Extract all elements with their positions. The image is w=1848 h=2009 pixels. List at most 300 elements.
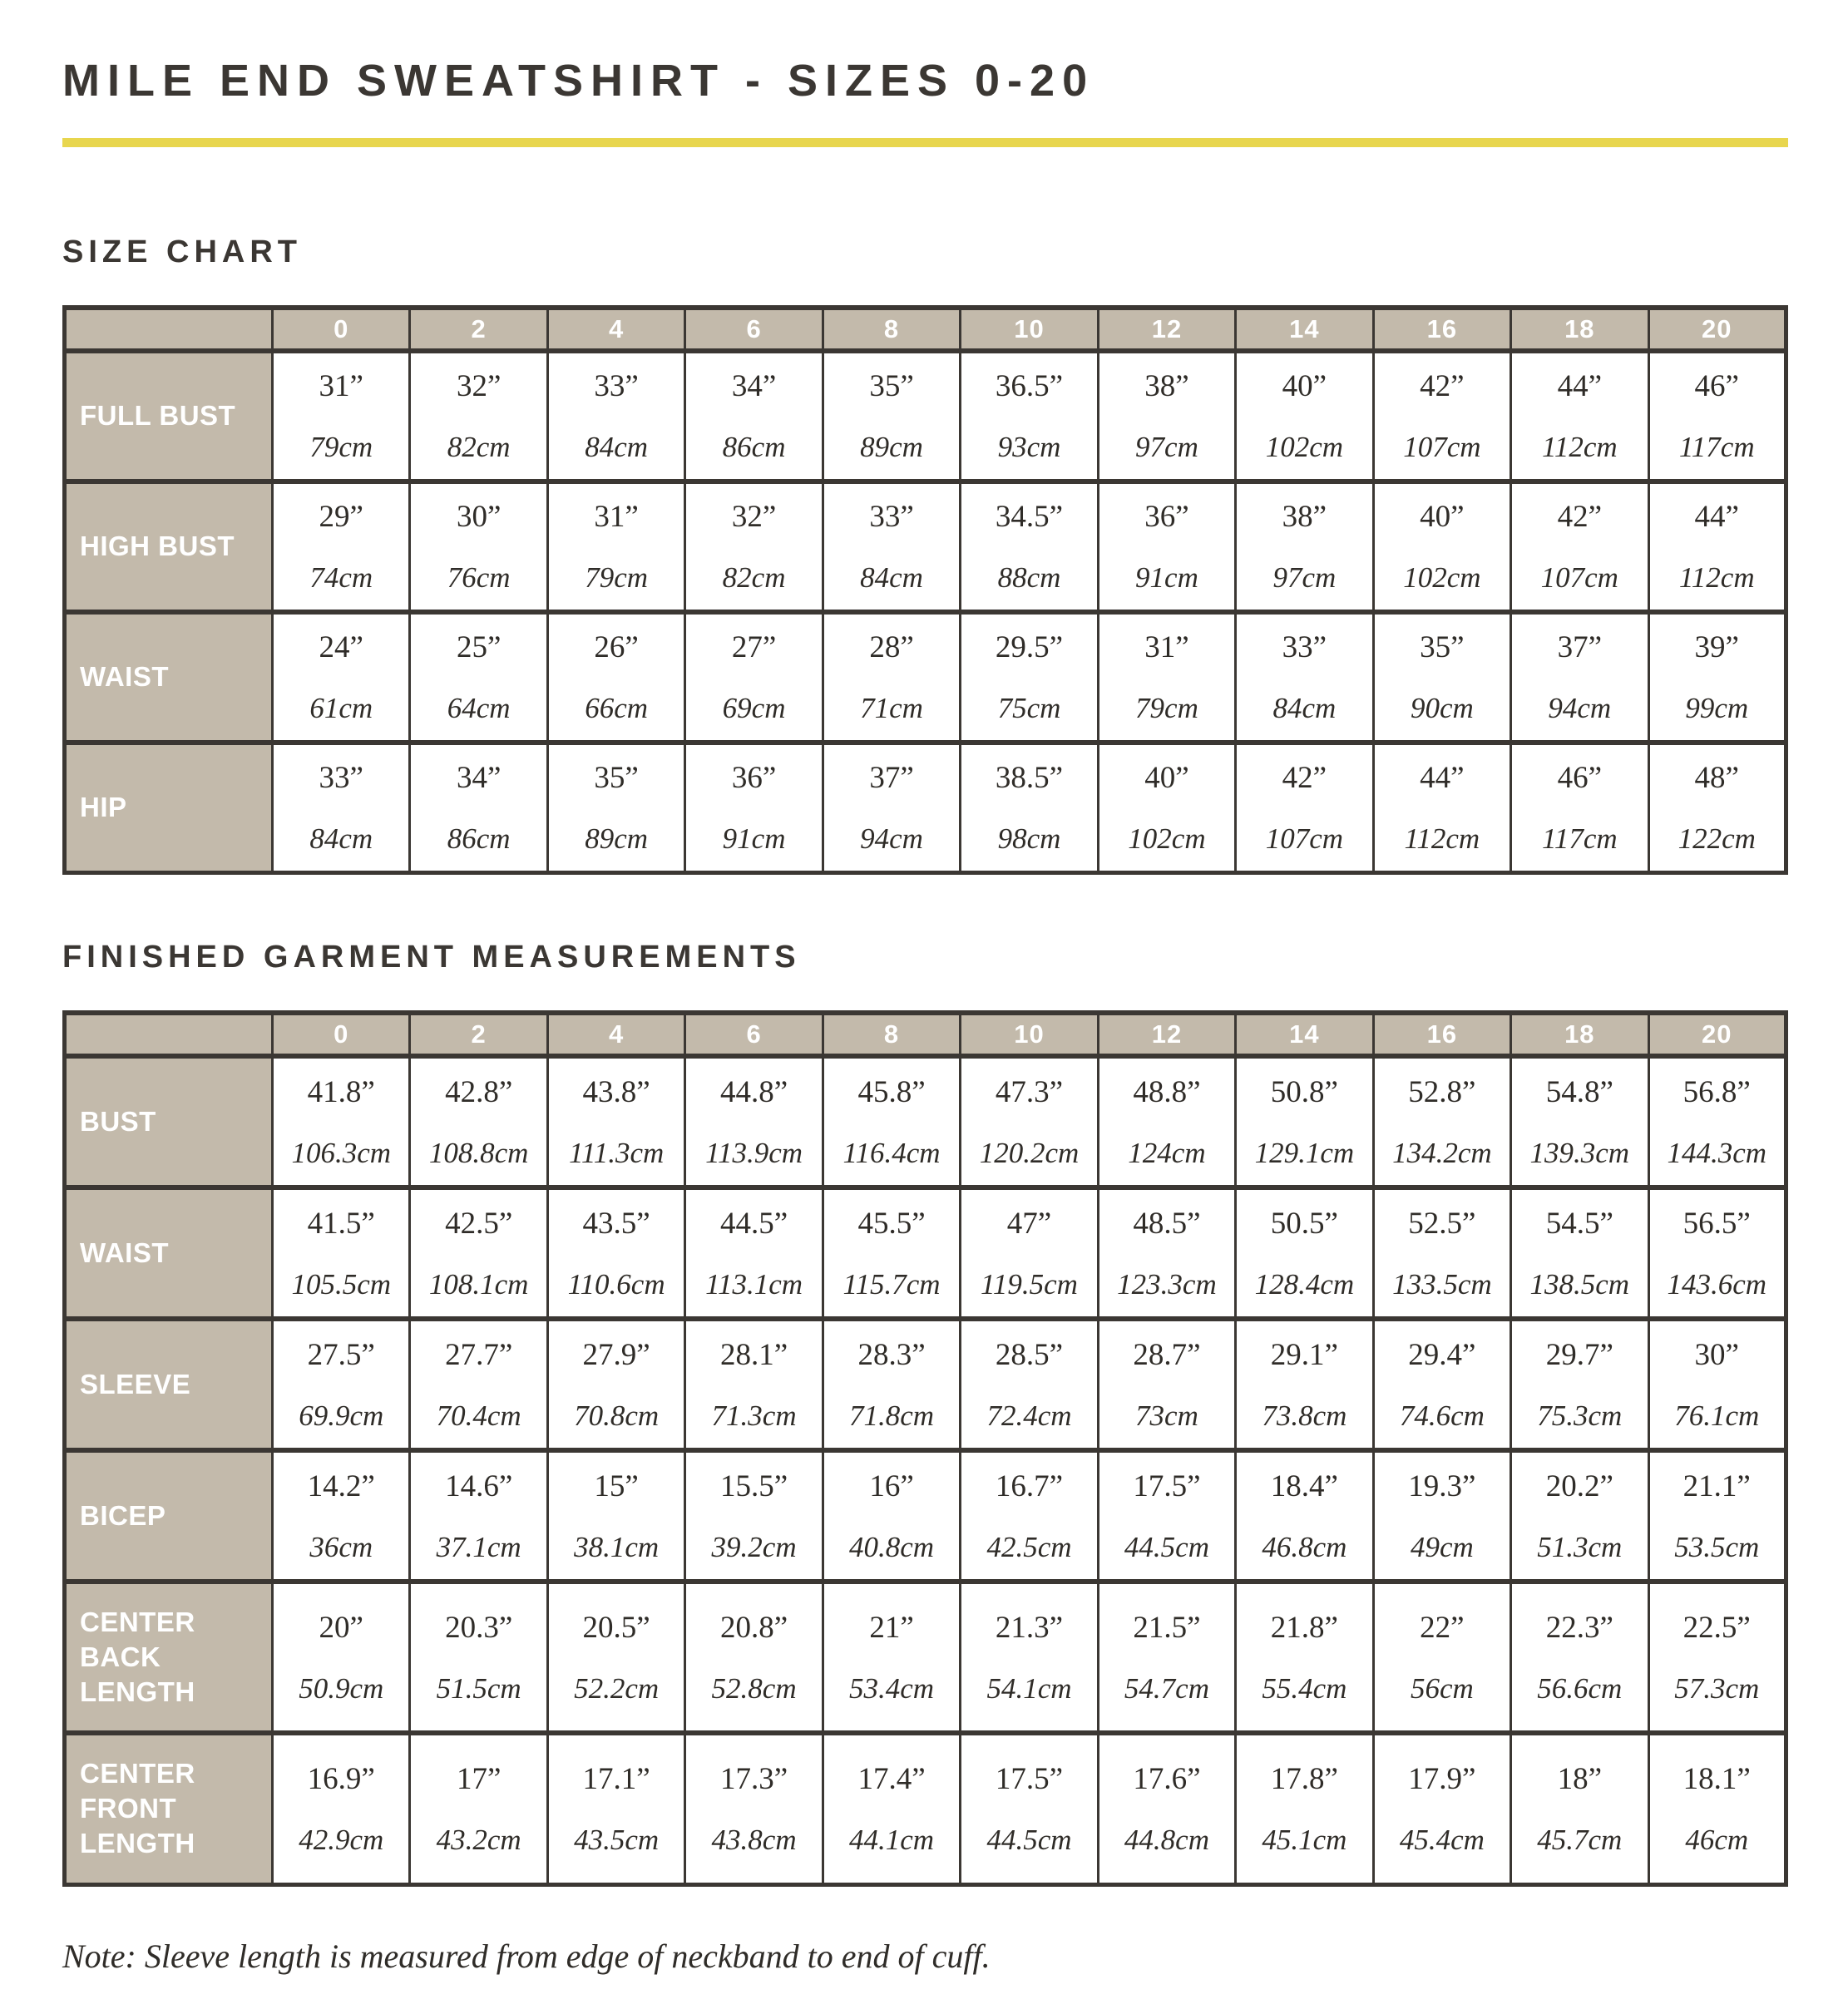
value-cm: 91cm <box>1135 561 1198 594</box>
measurement-cell <box>1236 743 1373 873</box>
measurement-cell <box>273 612 410 743</box>
value-inches: 40” <box>1144 761 1189 795</box>
value-inches: 28” <box>869 630 914 664</box>
measurement-cell <box>823 1450 960 1582</box>
value-inches: 15.5” <box>719 1468 788 1503</box>
size-header-14: 14 <box>1236 308 1373 351</box>
value-inches: 17.1” <box>582 1761 650 1796</box>
measurement-cell <box>823 1733 960 1884</box>
value-cm: 113.1cm <box>705 1267 803 1301</box>
value-inches: 22.3” <box>1545 1610 1613 1645</box>
value-inches: 40” <box>1420 500 1465 534</box>
measurement-cell <box>961 612 1098 743</box>
measurement-cell <box>1511 481 1648 612</box>
value-inches: 28.1” <box>719 1337 788 1372</box>
measurement-cell <box>823 1319 960 1450</box>
value-inches: 29” <box>319 500 363 534</box>
measurement-cell <box>1373 1056 1510 1187</box>
value-cm: 55.4cm <box>1262 1671 1347 1705</box>
value-inches: 56.5” <box>1682 1206 1751 1241</box>
row-label: CENTER FRONT LENGTH <box>65 1733 273 1884</box>
measurement-cell <box>685 1450 823 1582</box>
size-header-row <box>65 1013 1786 1056</box>
value-inches: 50.8” <box>1270 1074 1338 1109</box>
finished-body <box>65 1056 1786 1884</box>
value-inches: 38” <box>1282 500 1327 534</box>
measurement-cell <box>1098 1056 1235 1187</box>
value-cm: 45.4cm <box>1399 1823 1485 1856</box>
value-cm: 112cm <box>1678 561 1755 594</box>
value-cm: 64cm <box>447 692 511 724</box>
measurement-cell <box>410 612 547 743</box>
row-label: CENTER BACK LENGTH <box>65 1582 273 1733</box>
value-inches: 21” <box>869 1610 914 1645</box>
value-cm: 94cm <box>860 822 923 855</box>
table-row <box>65 1319 1786 1450</box>
value-inches: 48.8” <box>1133 1074 1201 1109</box>
size-header-4: 4 <box>547 308 684 351</box>
measurement-cell <box>1236 351 1373 481</box>
measurement-cell <box>1236 612 1373 743</box>
measurement-cell <box>1373 1582 1510 1733</box>
corner-cell <box>65 308 273 351</box>
value-inches: 48.5” <box>1133 1206 1201 1241</box>
measurement-cell <box>547 1187 684 1319</box>
measurement-cell <box>823 1187 960 1319</box>
value-cm: 102cm <box>1128 822 1206 855</box>
value-inches: 52.8” <box>1408 1074 1476 1109</box>
value-cm: 98cm <box>997 822 1061 855</box>
measurement-cell <box>1511 1450 1648 1582</box>
finished-garment-table <box>62 1010 1788 1887</box>
table-row <box>65 1733 1786 1884</box>
table-row <box>65 1056 1786 1187</box>
value-cm: 43.5cm <box>574 1823 660 1856</box>
value-inches: 44.8” <box>719 1074 788 1109</box>
value-cm: 97cm <box>1135 431 1198 463</box>
value-inches: 38.5” <box>995 761 1064 795</box>
value-cm: 52.8cm <box>711 1671 797 1705</box>
measurement-cell <box>1511 612 1648 743</box>
measurement-cell <box>410 1733 547 1884</box>
size-header-20: 20 <box>1648 1013 1786 1056</box>
measurement-cell <box>685 1733 823 1884</box>
value-cm: 44.5cm <box>986 1823 1072 1856</box>
value-cm: 70.8cm <box>574 1399 660 1432</box>
value-cm: 91cm <box>722 822 786 855</box>
measurement-cell <box>1648 351 1786 481</box>
size-header-2: 2 <box>410 308 547 351</box>
value-cm: 42.5cm <box>986 1530 1072 1563</box>
value-cm: 124cm <box>1128 1136 1206 1169</box>
size-header-20: 20 <box>1648 308 1786 351</box>
value-cm: 94cm <box>1548 692 1612 724</box>
size-header-6: 6 <box>685 1013 823 1056</box>
value-cm: 74cm <box>309 561 373 594</box>
value-inches: 17” <box>456 1761 502 1796</box>
measurement-cell <box>1648 743 1786 873</box>
value-inches: 42” <box>1420 369 1465 403</box>
value-cm: 39.2cm <box>711 1530 797 1563</box>
measurement-cell <box>823 1582 960 1733</box>
measurement-cell <box>1236 481 1373 612</box>
value-cm: 113.9cm <box>705 1136 803 1169</box>
value-inches: 27.5” <box>307 1337 375 1372</box>
value-inches: 20.8” <box>719 1610 788 1645</box>
measurement-cell <box>273 1733 410 1884</box>
measurement-cell <box>1236 1187 1373 1319</box>
value-cm: 89cm <box>860 431 923 463</box>
measurement-cell <box>961 743 1098 873</box>
value-inches: 30” <box>456 500 502 534</box>
value-cm: 108.1cm <box>428 1267 529 1301</box>
value-inches: 50.5” <box>1270 1206 1338 1241</box>
measurement-cell <box>410 743 547 873</box>
row-label: HIP <box>65 743 273 873</box>
value-cm: 51.5cm <box>436 1671 521 1705</box>
measurement-cell <box>1098 351 1235 481</box>
value-inches: 36” <box>1144 500 1189 534</box>
measurement-cell <box>273 1056 410 1187</box>
value-inches: 20” <box>319 1610 363 1645</box>
value-cm: 79cm <box>585 561 649 594</box>
measurement-cell <box>1373 1187 1510 1319</box>
value-inches: 31” <box>319 369 363 403</box>
row-label: WAIST <box>65 1187 273 1319</box>
measurement-cell <box>1373 481 1510 612</box>
value-inches: 22” <box>1420 1610 1465 1645</box>
value-inches: 42.8” <box>445 1074 513 1109</box>
value-inches: 20.3” <box>445 1610 513 1645</box>
measurement-cell <box>547 1319 684 1450</box>
measurement-cell <box>1098 743 1235 873</box>
table-row <box>65 351 1786 481</box>
value-inches: 43.8” <box>582 1074 650 1109</box>
value-inches: 21.3” <box>995 1610 1064 1645</box>
value-inches: 32” <box>456 369 502 403</box>
value-inches: 56.8” <box>1682 1074 1751 1109</box>
measurement-cell <box>961 1582 1098 1733</box>
measurement-cell <box>1648 1056 1786 1187</box>
measurement-cell <box>961 351 1098 481</box>
value-cm: 102cm <box>1403 561 1481 594</box>
value-inches: 46” <box>1557 761 1603 795</box>
value-cm: 79cm <box>1135 692 1198 724</box>
value-inches: 20.5” <box>582 1610 650 1645</box>
value-inches: 41.5” <box>307 1206 375 1241</box>
value-inches: 25” <box>456 630 502 664</box>
value-cm: 128.4cm <box>1254 1267 1355 1301</box>
measurement-cell <box>547 743 684 873</box>
value-cm: 66cm <box>585 692 649 724</box>
value-cm: 44.8cm <box>1124 1823 1209 1856</box>
value-inches: 28.5” <box>995 1337 1064 1372</box>
value-cm: 86cm <box>722 431 786 463</box>
value-cm: 84cm <box>585 431 649 463</box>
size-chart-table <box>62 305 1788 875</box>
table-row <box>65 481 1786 612</box>
measurement-cell <box>1511 1319 1648 1450</box>
value-cm: 105.5cm <box>291 1267 391 1301</box>
measurement-cell <box>823 743 960 873</box>
value-inches: 44” <box>1420 761 1465 795</box>
row-label: HIGH BUST <box>65 481 273 612</box>
value-inches: 27.7” <box>445 1337 513 1372</box>
value-inches: 45.8” <box>857 1074 926 1109</box>
measurement-cell <box>410 1450 547 1582</box>
measurement-cell <box>1098 1187 1235 1319</box>
value-cm: 73cm <box>1135 1399 1198 1432</box>
value-inches: 34.5” <box>995 500 1064 534</box>
measurement-cell <box>273 481 410 612</box>
measurement-cell <box>273 1450 410 1582</box>
value-cm: 112cm <box>1541 431 1618 463</box>
value-inches: 33” <box>319 761 363 795</box>
measurement-cell <box>1098 1319 1235 1450</box>
sleeve-note: Note: Sleeve length is measured from edge of neckband to end of cuff. <box>62 1937 991 1975</box>
measurement-cell <box>961 1056 1098 1187</box>
row-label: BICEP <box>65 1450 273 1582</box>
measurement-cell <box>410 1582 547 1733</box>
value-inches: 17.9” <box>1408 1761 1476 1796</box>
value-cm: 107cm <box>1403 431 1481 463</box>
value-inches: 33” <box>594 369 639 403</box>
value-inches: 47” <box>1006 1206 1052 1241</box>
table-row <box>65 1187 1786 1319</box>
size-chart-body <box>65 351 1786 873</box>
value-inches: 17.6” <box>1133 1761 1201 1796</box>
size-header-0: 0 <box>273 1013 410 1056</box>
value-inches: 46” <box>1694 369 1739 403</box>
measurement-cell <box>685 1187 823 1319</box>
measurement-cell <box>547 481 684 612</box>
value-cm: 54.7cm <box>1124 1671 1209 1705</box>
size-header-14: 14 <box>1236 1013 1373 1056</box>
size-header-18: 18 <box>1511 308 1648 351</box>
measurement-cell <box>1373 1450 1510 1582</box>
value-cm: 42.9cm <box>299 1823 384 1856</box>
value-inches: 52.5” <box>1408 1206 1476 1241</box>
size-header-10: 10 <box>961 1013 1098 1056</box>
value-inches: 37” <box>869 761 914 795</box>
value-cm: 43.8cm <box>711 1823 797 1856</box>
value-inches: 32” <box>731 500 777 534</box>
table-row <box>65 1450 1786 1582</box>
measurement-cell <box>1648 1187 1786 1319</box>
measurement-cell <box>273 1582 410 1733</box>
measurement-cell <box>1236 1733 1373 1884</box>
measurement-cell <box>1511 1187 1648 1319</box>
measurement-cell <box>961 1319 1098 1450</box>
measurement-cell <box>1511 1582 1648 1733</box>
value-cm: 72.4cm <box>986 1399 1072 1432</box>
row-label: WAIST <box>65 612 273 743</box>
measurement-cell <box>961 481 1098 612</box>
size-chart-heading: SIZE CHART <box>62 234 302 269</box>
value-cm: 44.1cm <box>849 1823 935 1856</box>
value-cm: 82cm <box>722 561 786 594</box>
measurement-cell <box>1098 1582 1235 1733</box>
measurement-cell <box>685 351 823 481</box>
value-cm: 45.1cm <box>1262 1823 1347 1856</box>
value-inches: 16.7” <box>995 1468 1064 1503</box>
value-cm: 116.4cm <box>842 1136 941 1169</box>
value-cm: 76cm <box>447 561 511 594</box>
value-cm: 70.4cm <box>436 1399 521 1432</box>
value-inches: 47.3” <box>995 1074 1064 1109</box>
value-cm: 93cm <box>997 431 1061 463</box>
value-cm: 115.7cm <box>842 1267 941 1301</box>
value-inches: 35” <box>869 369 914 403</box>
value-cm: 107cm <box>1540 561 1618 594</box>
value-inches: 14.2” <box>307 1468 375 1503</box>
row-label: BUST <box>65 1056 273 1187</box>
value-cm: 82cm <box>447 431 511 463</box>
measurement-cell <box>1373 743 1510 873</box>
measurement-cell <box>1648 612 1786 743</box>
value-inches: 17.8” <box>1270 1761 1338 1796</box>
size-chart-header <box>65 308 1786 351</box>
value-cm: 46cm <box>1685 1823 1749 1856</box>
measurement-cell <box>685 1582 823 1733</box>
value-inches: 19.3” <box>1408 1468 1476 1503</box>
measurement-cell <box>410 1187 547 1319</box>
value-cm: 37.1cm <box>436 1530 521 1563</box>
measurement-cell <box>547 1450 684 1582</box>
value-cm: 122cm <box>1678 822 1756 855</box>
value-inches: 22.5” <box>1682 1610 1751 1645</box>
value-cm: 129.1cm <box>1254 1136 1355 1169</box>
measurement-cell <box>1236 1056 1373 1187</box>
value-inches: 29.5” <box>995 630 1064 664</box>
measurement-cell <box>410 481 547 612</box>
measurement-cell <box>961 1450 1098 1582</box>
value-cm: 71cm <box>860 692 923 724</box>
value-inches: 44.5” <box>719 1206 788 1241</box>
measurement-cell <box>410 1056 547 1187</box>
value-inches: 42” <box>1557 500 1603 534</box>
value-cm: 46.8cm <box>1262 1530 1347 1563</box>
value-inches: 41.8” <box>307 1074 375 1109</box>
measurement-cell <box>1648 1582 1786 1733</box>
measurement-cell <box>547 1582 684 1733</box>
value-cm: 138.5cm <box>1529 1267 1630 1301</box>
size-header-16: 16 <box>1373 308 1510 351</box>
size-header-18: 18 <box>1511 1013 1648 1056</box>
value-inches: 28.7” <box>1133 1337 1201 1372</box>
size-header-16: 16 <box>1373 1013 1510 1056</box>
measurement-cell <box>685 743 823 873</box>
measurement-cell <box>1236 1319 1373 1450</box>
measurement-cell <box>1511 1733 1648 1884</box>
value-cm: 84cm <box>860 561 923 594</box>
size-header-10: 10 <box>961 308 1098 351</box>
value-cm: 90cm <box>1410 692 1474 724</box>
value-inches: 44” <box>1694 500 1739 534</box>
measurement-cell <box>1511 743 1648 873</box>
value-inches: 35” <box>594 761 639 795</box>
value-cm: 112cm <box>1404 822 1480 855</box>
measurement-cell <box>1373 351 1510 481</box>
value-inches: 45.5” <box>857 1206 926 1241</box>
value-cm: 71.8cm <box>849 1399 935 1432</box>
value-cm: 107cm <box>1265 822 1344 855</box>
value-inches: 17.3” <box>719 1761 788 1796</box>
value-cm: 123.3cm <box>1117 1267 1217 1301</box>
value-cm: 53.4cm <box>849 1671 935 1705</box>
measurement-cell <box>685 1056 823 1187</box>
value-inches: 18.1” <box>1682 1761 1751 1796</box>
value-cm: 56cm <box>1410 1671 1474 1705</box>
value-cm: 71.3cm <box>711 1399 797 1432</box>
value-cm: 53.5cm <box>1674 1530 1760 1563</box>
value-inches: 48” <box>1694 761 1739 795</box>
value-cm: 50.9cm <box>299 1671 384 1705</box>
size-header-12: 12 <box>1098 308 1235 351</box>
value-cm: 102cm <box>1265 431 1344 463</box>
value-inches: 29.7” <box>1545 1337 1613 1372</box>
size-header-6: 6 <box>685 308 823 351</box>
size-header-row <box>65 308 1786 351</box>
value-cm: 76.1cm <box>1674 1399 1760 1432</box>
measurement-cell <box>547 1056 684 1187</box>
value-cm: 69cm <box>722 692 786 724</box>
title-accent-rule <box>62 138 1788 147</box>
value-inches: 29.4” <box>1408 1337 1476 1372</box>
value-cm: 86cm <box>447 822 511 855</box>
value-cm: 88cm <box>997 561 1061 594</box>
table-row <box>65 743 1786 873</box>
measurement-cell <box>685 612 823 743</box>
value-inches: 42” <box>1282 761 1327 795</box>
size-header-2: 2 <box>410 1013 547 1056</box>
value-inches: 37” <box>1557 630 1603 664</box>
value-inches: 36” <box>731 761 777 795</box>
measurement-cell <box>1098 481 1235 612</box>
value-inches: 18” <box>1557 1761 1603 1796</box>
size-header-8: 8 <box>823 1013 960 1056</box>
value-inches: 43.5” <box>582 1206 650 1241</box>
value-cm: 111.3cm <box>568 1136 665 1169</box>
value-cm: 84cm <box>1272 692 1337 724</box>
measurement-cell <box>1236 1582 1373 1733</box>
value-inches: 38” <box>1144 369 1189 403</box>
value-inches: 24” <box>319 630 363 664</box>
value-inches: 21.8” <box>1270 1610 1338 1645</box>
value-cm: 45.7cm <box>1537 1823 1623 1856</box>
value-cm: 43.2cm <box>436 1823 521 1856</box>
measurement-cell <box>1648 481 1786 612</box>
value-cm: 52.2cm <box>574 1671 660 1705</box>
value-inches: 16” <box>869 1468 914 1503</box>
value-cm: 89cm <box>585 822 649 855</box>
measurement-cell <box>685 1319 823 1450</box>
measurement-cell <box>823 1056 960 1187</box>
value-cm: 117cm <box>1541 822 1618 855</box>
measurement-cell <box>823 612 960 743</box>
value-cm: 119.5cm <box>981 1267 1078 1301</box>
measurement-cell <box>410 1319 547 1450</box>
value-inches: 30” <box>1694 1337 1739 1372</box>
value-inches: 21.1” <box>1682 1468 1751 1503</box>
value-cm: 75.3cm <box>1537 1399 1623 1432</box>
value-inches: 35” <box>1420 630 1465 664</box>
value-cm: 73.8cm <box>1262 1399 1347 1432</box>
measurement-cell <box>1098 1450 1235 1582</box>
value-cm: 49cm <box>1410 1530 1474 1563</box>
value-cm: 74.6cm <box>1399 1399 1485 1432</box>
size-header-0: 0 <box>273 308 410 351</box>
